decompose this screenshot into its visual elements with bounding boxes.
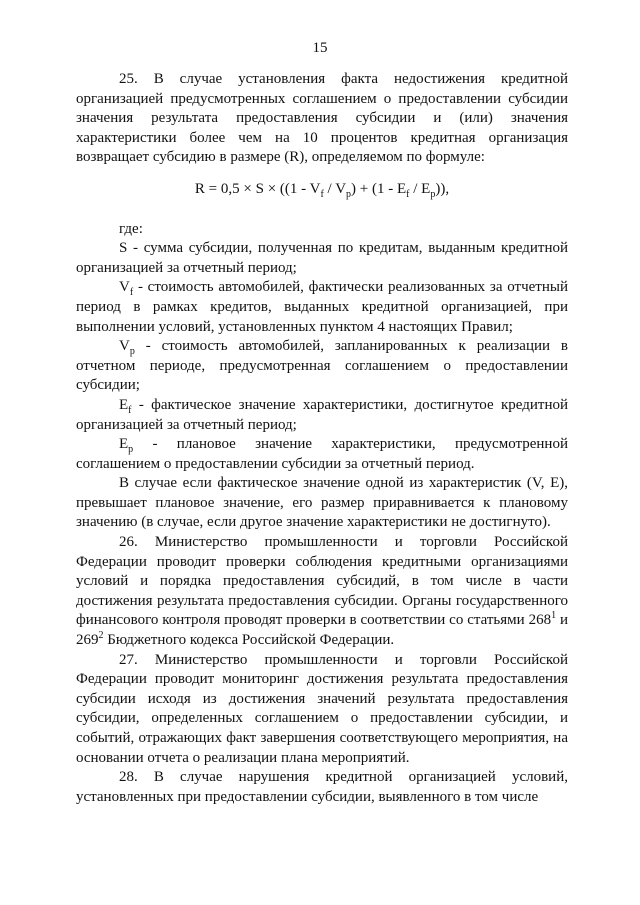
paragraph-26-end: Бюджетного кодекса Российской Федерации. [103,632,395,649]
exceed-paragraph: В случае если фактическое значение одной из характеристик (V, E), превышает плановое значение, его размер приравнивается к плановому значению (в случае, если другое значение характеристики не достигнуто). [76,475,568,531]
paragraph-27: 27. Министерство промышленности и торговли Российской Федерации проводит мониторинг достижения результата предоставления субсидии исходя из достижения значений результата предоставления субсидии, определенных соглашением о предоставлении субсидии, и событий, отражающих факт завершения соответствующего мероприятия, на основании отчета о реализации плана мероприятий. [76,651,568,766]
paragraph-26-mid: и 269 [76,612,568,649]
paragraph-25: 25. В случае установления факта недостижения кредитной организацией предусмотренных соглашением о предоставлении субсидии значения результата предоставления субсидии и (или) значения характеристики более чем на 10 процентов кредитная организация возвращает субсидию в размере (R), определяемом по формуле: [76,71,568,166]
formula-part: / V [323,180,347,197]
paragraph-26-text: 26. Министерство промышленности и торговли Российской Федерации проводит проверки соблюдения кредитными организациями условий и порядка предоставления субсидий, в том числе в части достижения результата предоставления субсидии. Органы государственного финансового контроля проводят проверки в соответствии со статьями 268 [76,534,568,629]
definition-text: - стоимость автомобилей, фактически реализованных за отчетный период в рамках кредитов, выданных кредитной организацией, при выполнении условий, установленных пунктом 4 настоящих Правил; [76,279,568,335]
variable-subscript: p [128,444,134,456]
variable-subscript: f [128,404,132,416]
formula-subscript: f [406,188,410,200]
definition-vp [76,337,568,396]
page-number: 15 [312,40,328,56]
definition-text: - фактическое значение характеристики, достигнутое кредитной организацией за отчетный период; [76,396,568,433]
article-superscript: 2 [98,630,104,642]
variable-letter: V [119,279,130,296]
paragraph-26 [76,533,568,651]
formula-subscript: p [346,188,352,200]
variable-subscript: p [129,346,135,358]
page-body [76,70,568,807]
formula-part: ) + (1 - E [351,180,407,197]
definition-vf [76,278,568,337]
variable-letter: E [119,396,129,413]
where-label: где: [119,220,143,237]
formula [76,180,568,200]
definition-ef [76,396,568,435]
formula-subscript: p [430,188,436,200]
variable-letter: V [119,338,130,355]
article-superscript: 1 [551,610,557,622]
paragraph-28: 28. В случае нарушения кредитной организацией условий, установленных при предоставлении субсидии, выявленного в том числе [76,769,568,805]
formula-part: / E [409,180,431,197]
definition-text: - стоимость автомобилей, запланированных к реализации в отчетном периоде, предусмотренная соглашением о предоставлении субсидии; [76,338,568,394]
definition-s: S - сумма субсидии, полученная по кредитам, выданным кредитной организацией за отчетный период; [76,240,568,276]
formula-part: )), [435,180,450,197]
formula-subscript: f [320,188,324,200]
definition-text: - плановое значение характеристики, предусмотренной соглашением о предоставлении субсидии за отчетный период. [76,436,568,472]
variable-subscript: f [129,287,134,299]
formula-part: R = 0,5 × S × ((1 - V [194,180,321,197]
definition-ep [76,435,568,474]
variable-letter: E [119,436,129,453]
